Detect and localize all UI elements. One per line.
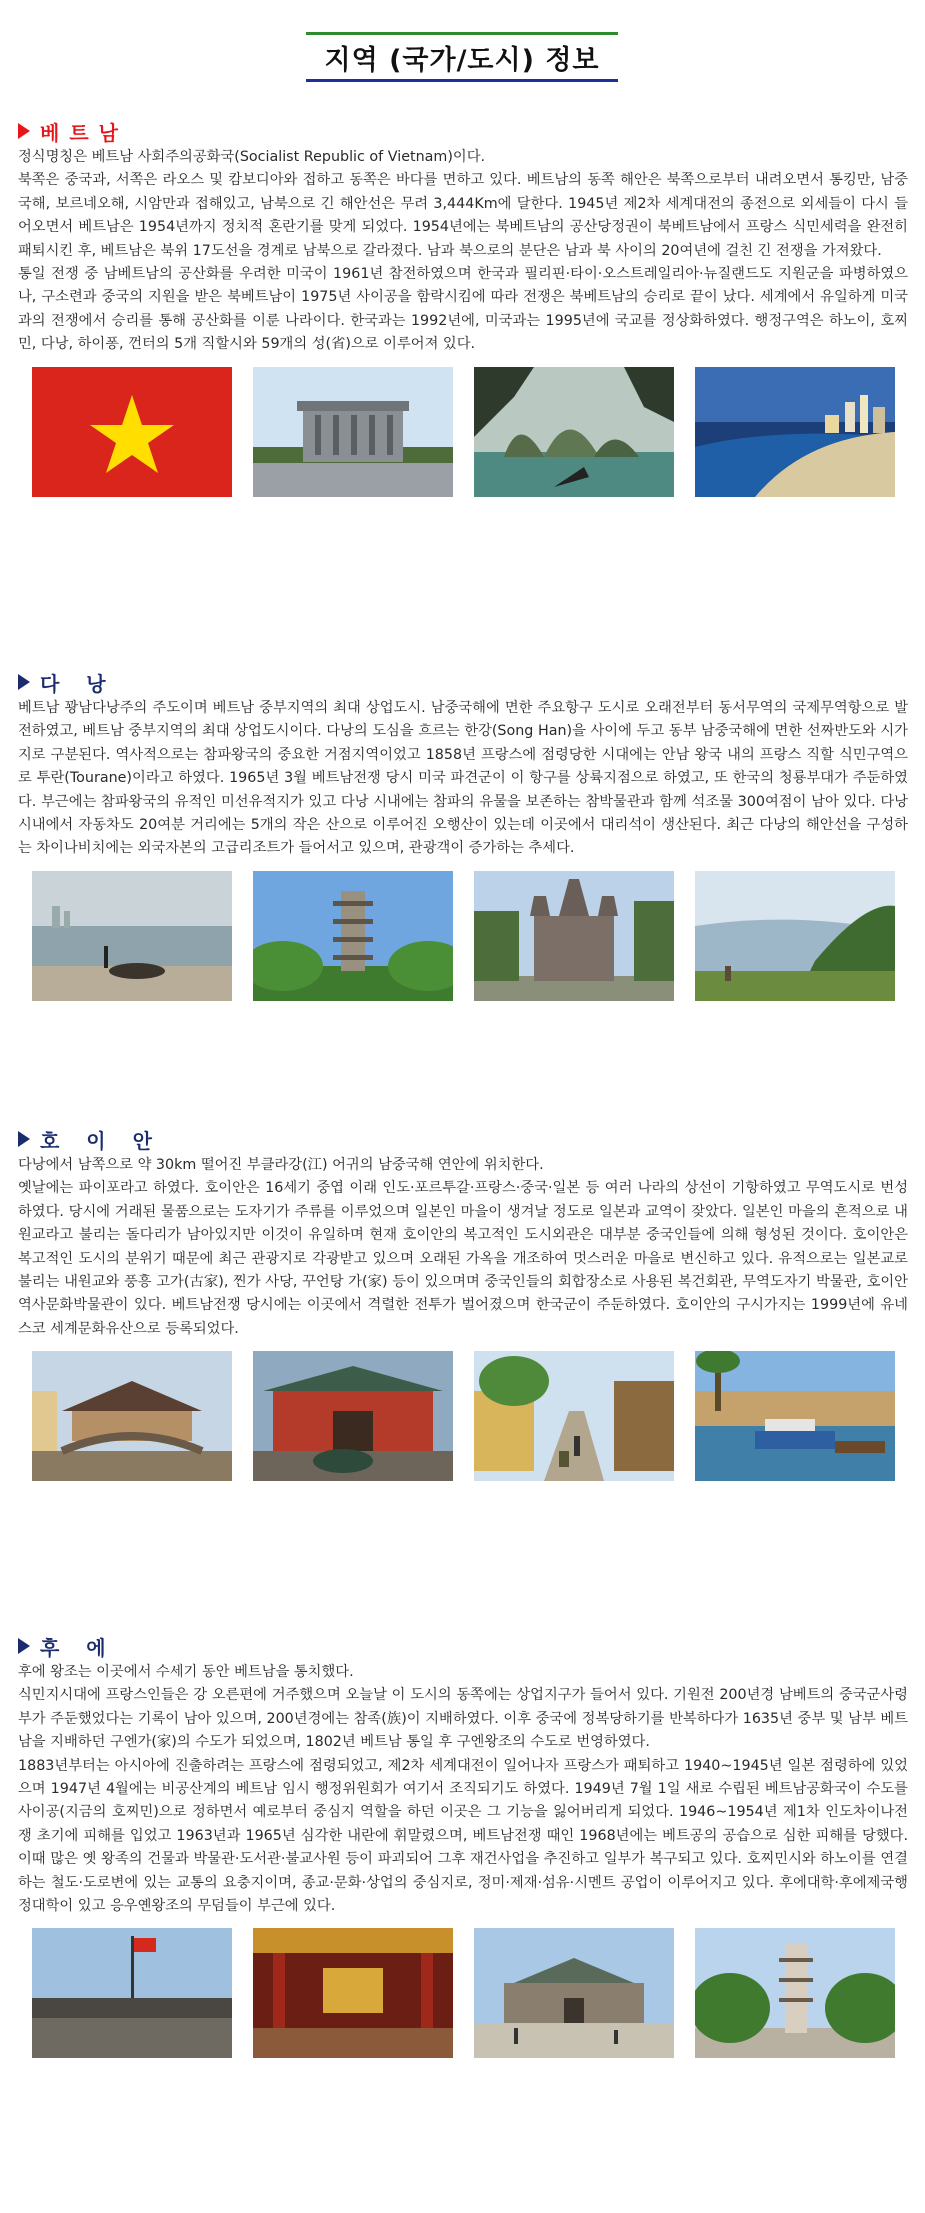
paragraph: 1883년부터는 아시아에 진출하려는 프랑스에 점령되었고, 제2차 세계대전이 일어나자 프랑스가 패퇴하고 1940∼1945년 일본 점령하에 있었으며 1947년 4월에는 비공산계의 베트남 임시 행정위원회가 여기서 조직되기도 하였다. 1949년 7월 1일 새로 수립된 베트남공화국이 수도를 사이공(지금의 호찌민)으로 정하면서 예로부터 중심지 역할을 하던 이곳은 그 기능을 잃어버리게 되었다. 1946∼1954년 제1차 인도차이나전쟁 초기에 피해를 입었고 1963년과 1965년 심각한 내란에 휘말렸으며, 베트남전쟁 때인 1968년에는 베트공의 공습으로 심한 피해를 당했다. 이때 많은 옛 왕족의 건물과 박물관·도서관·불교사원 등이 파괴되어 그후 재건사업을 추진하고 일부가 복구되고 있다. 호찌민시와 하노이를 연결하는 철도·도로변에 있는 교통의 요충지이며, 종교·문화·상업의 중심지로, 정미·제재·섬유·시멘트 공업이 이루어지고 있다. 후에대학·후에제국행정대학이 있고 응우옌왕조의 무덤들이 부근에 있다. [18, 1757, 908, 1915]
hillside-coast-photo [695, 871, 895, 1001]
pagoda-tower-photo [253, 871, 453, 1001]
photo-row [18, 1351, 908, 1481]
section-body [18, 1661, 908, 1918]
section-body [18, 146, 908, 357]
section-heading: 후 에 [18, 1631, 908, 1661]
triangle-bullet-icon [18, 1131, 30, 1147]
paragraph: 후에 왕조는 이곳에서 수세기 동안 베트남을 통치했다. [18, 1664, 354, 1680]
coastal-city-photo [695, 367, 895, 497]
thien-mu-pagoda-photo [695, 1928, 895, 2058]
vietnam-flag-image [32, 367, 232, 497]
section-vietnam [18, 116, 908, 497]
section-danang [18, 667, 908, 1001]
old-street-photo [474, 1351, 674, 1481]
covered-bridge-photo [32, 1351, 232, 1481]
section-body [18, 1154, 908, 1341]
page-title-box [306, 32, 618, 82]
church-photo [474, 871, 674, 1001]
assembly-hall-photo [253, 1351, 453, 1481]
paragraph: 정식명칭은 베트남 사회주의공화국(Socialist Republic of Vietnam)이다. [18, 149, 486, 165]
mausoleum-photo [253, 367, 453, 497]
section-heading: 호 이 안 [18, 1124, 908, 1154]
section-hue [18, 1631, 908, 2058]
photo-row [18, 367, 908, 497]
palace-interior-photo [253, 1928, 453, 2058]
halong-bay-photo [474, 367, 674, 497]
paragraph: 다낭에서 남쪽으로 약 30km 떨어진 부클라강(江) 어귀의 남중국해 연안에 위치한다. [18, 1157, 544, 1173]
paragraph: 식민지시대에 프랑스인들은 강 오른편에 거주했으며 오늘날 이 도시의 동쪽에는 상업지구가 들어서 있다. 기원전 200년경 남베트의 중국군사령부가 주둔했었다는 기록이 남아 있으며, 200년경에는 참족(族)이 지배하였다. 이후 중국에 정복당하기를 반복하다가 1635년 중부 및 남부 베트남을 지배하던 구엔가(家)의 수도가 되었으며, 1802년 베트남 통일 후 구엔왕조의 수도로 번영하였다. [18, 1687, 908, 1751]
paragraph: 통일 전쟁 중 남베트남의 공산화를 우려한 미국이 1961년 참전하였으며 한국과 필리핀·타이·오스트레일리아·뉴질랜드도 지원군을 파병하였으나, 구소련과 중국의 지원을 받은 북베트남이 1975년 사이공을 함락시킴에 따라 전쟁은 북베트남의 승리로 끝이 났다. 세계에서 유일하게 미국과의 전쟁에서 승리를 통해 공산화를 이룬 나라이다. 한국과는 1992년에, 미국과는 1995년에 국교를 정상화하였다. 행정구역은 하노이, 호찌민, 다낭, 하이퐁, 껀터의 5개 직할시와 59개의 성(省)으로 이루어져 있다. [18, 266, 908, 353]
page-title: 지역 (국가/도시) 정보 [324, 44, 600, 76]
section-hoian [18, 1124, 908, 1481]
triangle-bullet-icon [18, 1638, 30, 1654]
citadel-flag-photo [32, 1928, 232, 2058]
beach-boats-photo [32, 871, 232, 1001]
paragraph: 옛날에는 파이포라고 하였다. 호이안은 16세기 중엽 이래 인도·포르투갈·프랑스·중국·일본 등 여러 나라의 상선이 기항하였고 무역도시로 번성하였다. 당시에 거래된 물품으로는 도자기가 주류를 이루었으며 일본인 마을이 생겨날 정도로 일본과 교역이 잦았다. 일본인 마을의 흔적으로 내원교라고 불리는 돌다리가 남아있지만 이것이 유일하며 현재 호이안의 복고적인 도시외관은 대부분 중국인들에 의해 형성된 것이다. 호이안은 복고적인 도시의 분위기 때문에 최근 관광지로 각광받고 있으며 오래된 가옥을 개조하여 멋스러운 마을로 변신하고 있다. 유적으로는 일본교로 불리는 내원교와 풍흥 고가(古家), 찐가 사당, 꾸언탕 가(家) 등이 있으며며 중국인들의 회합장소로 사용된 복건회관, 무역도자기 박물관, 호이안 역사문화박물관이 있다. 베트남전쟁 당시에는 이곳에서 격렬한 전투가 벌어졌으며 한국군이 주둔하였다. 호이안의 구시가지는 1999년에 유네스코 세계문화유산으로 등록되었다. [18, 1180, 908, 1337]
triangle-bullet-icon [18, 123, 30, 139]
section-body [18, 697, 908, 861]
photo-row [18, 871, 908, 1001]
river-boats-photo [695, 1351, 895, 1481]
paragraph: 베트남 꽝남다낭주의 주도이며 베트남 중부지역의 최대 상업도시. 남중국해에 면한 주요항구 도시로 오래전부터 동서무역의 국제무역항으로 발전하였고, 베트남 중부지역의 최대 상업도시이다. 다낭의 도심을 흐르는 한강(Song Han)을 사이에 두고 동부 남중국해에 면한 선짜반도와 시가지로 구분된다. 역사적으로는 참파왕국의 중요한 거점지역이었고 1858년 프랑스에 점령당한 시대에는 안남 왕국 내의 프랑스 직할 식민구역으로 투란(Tourane)이라고 하였다. 1965년 3월 베트남전쟁 당시 미국 파견군이 이 항구를 상륙지점으로 하였고, 또 한국의 청룡부대가 주둔하였다. 부근에는 참파왕국의 유적인 미선유적지가 있고 다낭 시내에는 참파의 유물을 보존하는 참박물관과 함께 석조물 300여점이 남아 있다. 다낭 시내에서 자동차도 20여분 거리에는 5개의 작은 산으로 이루어진 오행산이 있는데 이곳에서 대리석이 생산된다. 최근 다낭의 해안선을 구성하는 차이나비치에는 외국자본의 고급리조트가 들어서고 있으며, 관광객이 증가하는 추세다. [18, 700, 908, 857]
imperial-gate-photo [474, 1928, 674, 2058]
section-heading: 베트남 [18, 116, 908, 146]
section-heading: 다 낭 [18, 667, 908, 697]
paragraph: 북쪽은 중국과, 서쪽은 라오스 및 캄보디아와 접하고 동쪽은 바다를 면하고 있다. 베트남의 동쪽 해안은 북쪽으로부터 내려오면서 통킹만, 남중국해, 보르네오해, 시암만과 접해있고, 남북으로 긴 해안선은 무려 3,444Km에 달한다. 1945년 제2차 세계대전의 종전으로 외세들이 다시 들어오면서 베트남은 1954년까지 정치적 혼란기를 맞게 되었다. 1954년에는 북베트남의 공산당정권이 북베트남에서 프랑스 식민세력을 완전히 패퇴시킨 후, 베트남은 북위 17도선을 경계로 남북으로 갈라졌다. 남과 북으로의 분단은 남과 북 사이의 20여년에 걸친 긴 전쟁을 가져왔다. [18, 172, 908, 259]
photo-row [18, 1928, 908, 2058]
triangle-bullet-icon [18, 674, 30, 690]
